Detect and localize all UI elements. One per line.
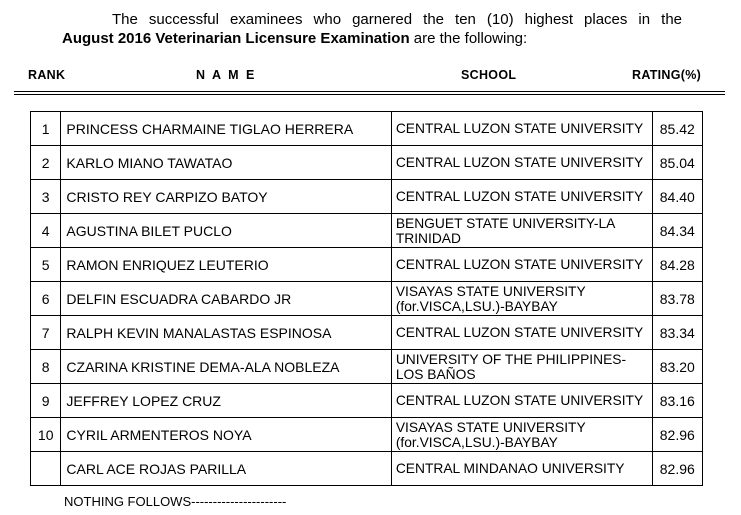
rank-cell: 5 — [31, 248, 61, 282]
school-cell: CENTRAL LUZON STATE UNIVERSITY — [391, 146, 652, 180]
rating-cell: 82.96 — [652, 418, 702, 452]
school-cell: VISAYAS STATE UNIVERSITY (for.VISCA,LSU.)-BAYBAY — [391, 418, 652, 452]
table-row — [31, 214, 703, 248]
intro-line-2-rest: are the following: — [409, 30, 528, 47]
rank-cell: 10 — [31, 418, 61, 452]
table-row — [31, 146, 703, 180]
header-rule-bottom — [14, 94, 725, 95]
name-cell: RALPH KEVIN MANALASTAS ESPINOSA — [61, 316, 391, 350]
table-row — [31, 180, 703, 214]
column-header-school: SCHOOL — [461, 68, 517, 82]
table-row — [31, 418, 703, 452]
column-header-rank: RANK — [28, 68, 66, 82]
school-cell: CENTRAL MINDANAO UNIVERSITY — [391, 452, 652, 486]
name-cell: CYRIL ARMENTEROS NOYA — [61, 418, 391, 452]
rating-cell: 85.04 — [652, 146, 702, 180]
rank-cell: 6 — [31, 282, 61, 316]
name-cell: AGUSTINA BILET PUCLO — [61, 214, 391, 248]
school-cell: CENTRAL LUZON STATE UNIVERSITY — [391, 112, 652, 146]
name-cell: RAMON ENRIQUEZ LEUTERIO — [61, 248, 391, 282]
rating-cell: 83.16 — [652, 384, 702, 418]
rank-cell: 7 — [31, 316, 61, 350]
table-row — [31, 316, 703, 350]
school-cell: UNIVERSITY OF THE PHILIPPINES-LOS BAÑOS — [391, 350, 652, 384]
rank-cell: 8 — [31, 350, 61, 384]
rating-cell: 83.78 — [652, 282, 702, 316]
rank-cell: 2 — [31, 146, 61, 180]
column-header-rating: RATING(%) — [632, 68, 702, 82]
rank-cell — [31, 452, 61, 486]
name-cell: DELFIN ESCUADRA CABARDO JR — [61, 282, 391, 316]
school-cell: CENTRAL LUZON STATE UNIVERSITY — [391, 248, 652, 282]
table-row — [31, 350, 703, 384]
rating-cell: 83.20 — [652, 350, 702, 384]
results-table — [30, 111, 703, 486]
exam-title: August 2016 Veterinarian Licensure Examination — [62, 30, 410, 47]
rating-cell: 84.34 — [652, 214, 702, 248]
rating-cell: 82.96 — [652, 452, 702, 486]
table-row — [31, 248, 703, 282]
name-cell: JEFFREY LOPEZ CRUZ — [61, 384, 391, 418]
school-cell: CENTRAL LUZON STATE UNIVERSITY — [391, 180, 652, 214]
table-row — [31, 282, 703, 316]
intro-line-2 — [62, 29, 682, 48]
name-cell: CRISTO REY CARPIZO BATOY — [61, 180, 391, 214]
rating-cell: 84.40 — [652, 180, 702, 214]
intro-paragraph — [62, 10, 682, 48]
intro-line-1: The successful examinees who garnered the ten (10) highest places in the — [112, 11, 682, 28]
column-header-name: N A M E — [196, 68, 257, 82]
rating-cell: 85.42 — [652, 112, 702, 146]
rank-cell: 4 — [31, 214, 61, 248]
name-cell: PRINCESS CHARMAINE TIGLAO HERRERA — [61, 112, 391, 146]
table-row — [31, 112, 703, 146]
school-cell: CENTRAL LUZON STATE UNIVERSITY — [391, 316, 652, 350]
table-row — [31, 384, 703, 418]
name-cell: CZARINA KRISTINE DEMA-ALA NOBLEZA — [61, 350, 391, 384]
rank-cell: 9 — [31, 384, 61, 418]
school-cell: CENTRAL LUZON STATE UNIVERSITY — [391, 384, 652, 418]
name-cell: KARLO MIANO TAWATAO — [61, 146, 391, 180]
rank-cell: 1 — [31, 112, 61, 146]
nothing-follows-note: NOTHING FOLLOWS---------------------- — [64, 494, 287, 509]
school-cell: BENGUET STATE UNIVERSITY-LA TRINIDAD — [391, 214, 652, 248]
rating-cell: 83.34 — [652, 316, 702, 350]
header-rule-top — [14, 91, 725, 92]
school-cell: VISAYAS STATE UNIVERSITY (for.VISCA,LSU.)-BAYBAY — [391, 282, 652, 316]
rank-cell: 3 — [31, 180, 61, 214]
name-cell: CARL ACE ROJAS PARILLA — [61, 452, 391, 486]
rating-cell: 84.28 — [652, 248, 702, 282]
table-row — [31, 452, 703, 486]
